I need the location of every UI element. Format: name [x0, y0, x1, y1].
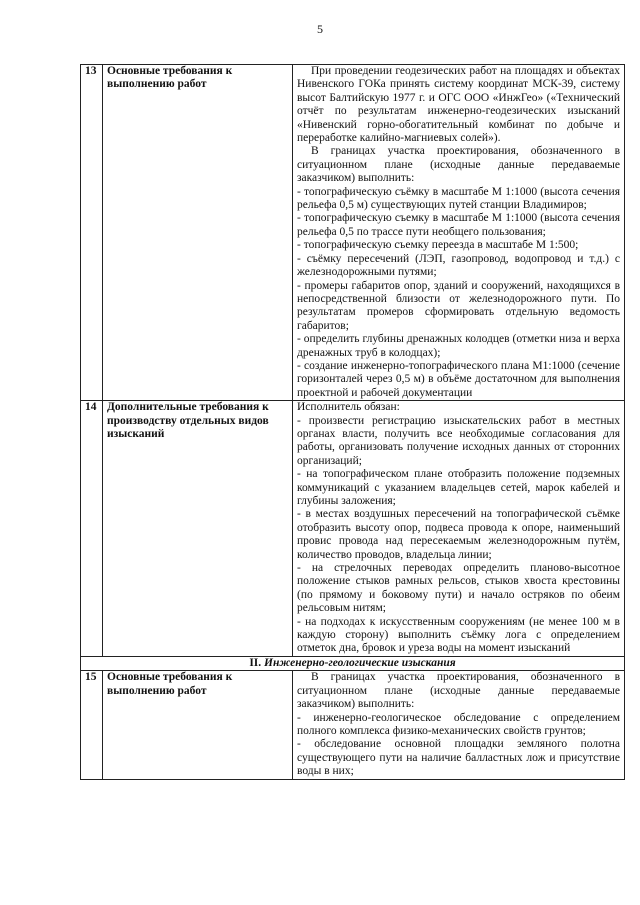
- list-item: - на стрелочных переводах определить планово-высотное положение стыков рамных рельсов, стыков хвоста крестовины (по прямому и боковому пути) и начало остряков по обеим рельсовым нитям;: [297, 562, 620, 615]
- row-number: 14: [81, 401, 103, 657]
- paragraph: В границах участка проектирования, обозначенного в ситуационном плане (исходные данные передаваемые заказчиком) выполнить:: [297, 671, 620, 711]
- row-number: 15: [81, 671, 103, 779]
- paragraph: В границах участка проектирования, обозначенного в ситуационном плане (исходные данные передаваемые заказчиком) выполнить:: [297, 145, 620, 185]
- row-content: [293, 401, 625, 657]
- section-title: Инженерно-геологические изыскания: [264, 656, 456, 669]
- table-row: [81, 65, 625, 401]
- list-item: - в местах воздушных пересечений на топографической съёмке отобразить высоту опор, подвеса провода к опоре, наименьший провис провода над пересекаемым железнодорожным путём, количество проводов, владельца линии;: [297, 508, 620, 561]
- section-header: [81, 656, 625, 670]
- requirements-table: [80, 64, 625, 780]
- row-title: Основные требования к выполнению работ: [103, 671, 293, 779]
- row-number: 13: [81, 65, 103, 401]
- paragraph: При проведении геодезических работ на площадях и объектах Нивенского ГОКа принять систему координат МСК-39, систему высот Балтийскую 1977 г. и ОГС ООО «ИнжГео» («Технический отчёт по результатам инженерно-геодезических изысканий «Нивенский горно-обогатительный комбинат по добыче и переработке калийно-магниевых солей»).: [297, 65, 620, 145]
- list-item: - инженерно-геологическое обследование с определением полного комплекса физико-механических свойств грунтов;: [297, 711, 620, 737]
- list-item: - определить глубины дренажных колодцев (отметки низа и верха дренажных труб в колодцах);: [297, 333, 620, 359]
- list-item: - топографическую съемку в масштабе М 1:1000 (высота сечения рельефа 0,5 по трассе пути необщего пользования;: [297, 212, 620, 238]
- table-row: [81, 401, 625, 657]
- list-item: - произвести регистрацию изыскательских работ в местных органах власти, получить все необходимые согласования для работы, организовать получение исходных данных от сторонних организаций;: [297, 414, 620, 467]
- row-content: [293, 65, 625, 401]
- row-content: [293, 671, 625, 779]
- page-number: 5: [317, 22, 323, 36]
- row-title: Основные требования к выполнению работ: [103, 65, 293, 401]
- section-header-row: [81, 656, 625, 670]
- list-item: - создание инженерно-топографического плана М1:1000 (сечение горизонталей через 0,5 м) в объёме достаточном для выполнения проектной и рабочей документации: [297, 359, 620, 399]
- list-item: - промеры габаритов опор, зданий и сооружений, находящихся в непосредственной близости от железнодорожного пути. По результатам промеров сформировать отдельную ведомость габаритов;: [297, 279, 620, 332]
- section-number: II.: [249, 656, 262, 669]
- list-item: - съёмку пересечений (ЛЭП, газопровод, водопровод и т.д.) с железнодорожными путями;: [297, 252, 620, 279]
- list-item: - на топографическом плане отобразить положение подземных коммуникаций с указанием владельцев сетей, марок кабелей и глубины заложения;: [297, 468, 620, 507]
- list-item: - на подходах к искусственным сооружениям (не менее 100 м в каждую сторону) выполнить съёмку лога с определением отметок дна, бровок и уреза воды на момент изысканий: [297, 615, 620, 655]
- list-item: - обследование основной площадки земляного полотна существующего пути на наличие балластных лож и присутствие воды в них;: [297, 738, 620, 778]
- row-title: Дополнительные требования к производству отдельных видов изысканий: [103, 401, 293, 657]
- table-row: [81, 671, 625, 779]
- list-item: - топографическую съёмку в масштабе М 1:1000 (высота сечения рельефа 0,5 м) существующих путей станции Владимиров;: [297, 185, 620, 212]
- paragraph: Исполнитель обязан:: [297, 401, 400, 414]
- list-item: - топографическую съемку переезда в масштабе М 1:500;: [297, 239, 579, 252]
